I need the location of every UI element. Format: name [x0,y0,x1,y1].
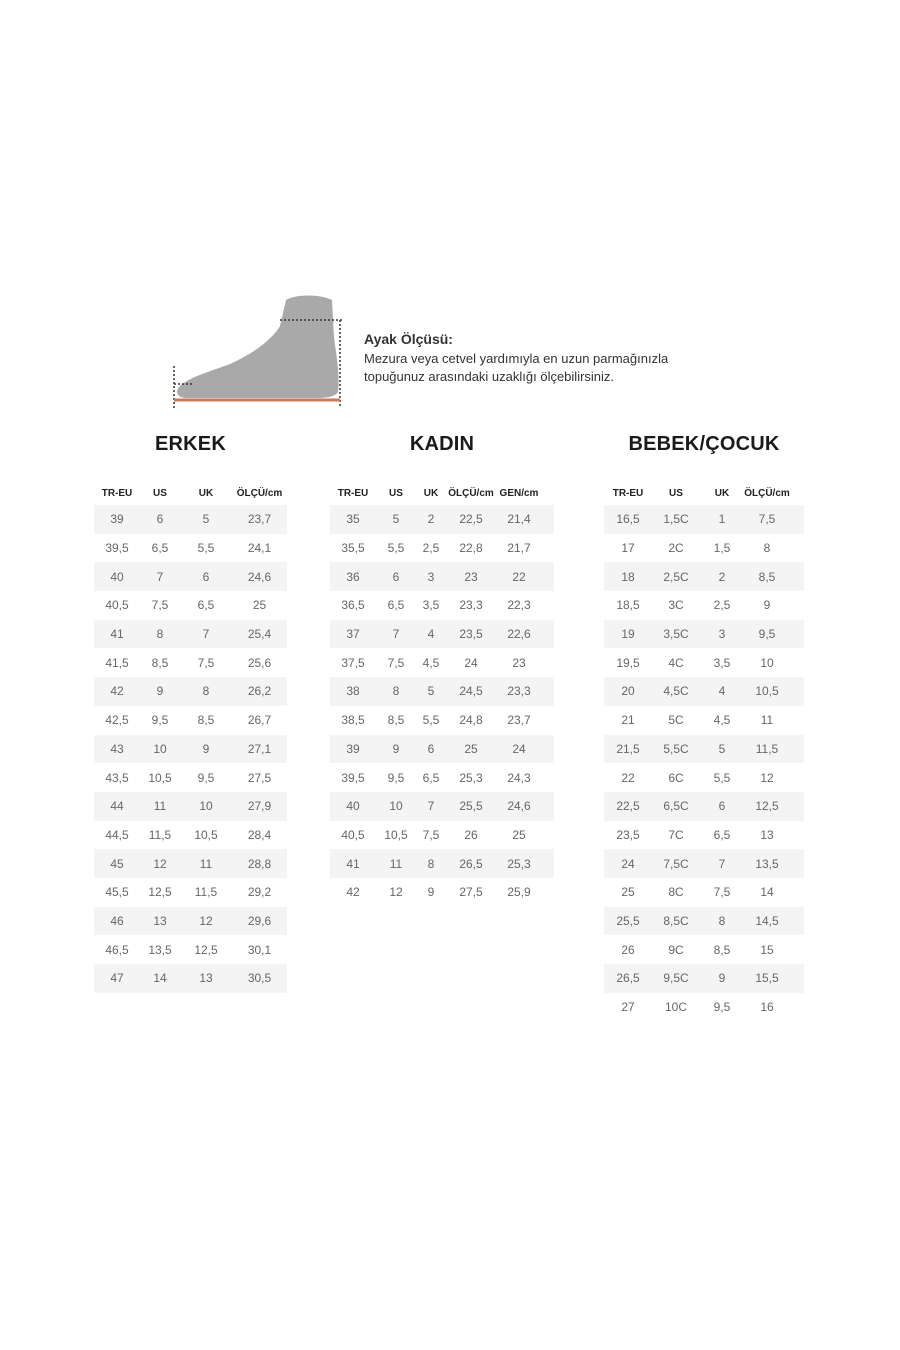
table-cell: 9 [763,598,771,613]
table-cell: 6,5 [151,541,169,556]
table-cell: 26,2 [247,684,272,699]
table-cell: 1 [718,512,726,527]
table-cell: 25,5 [459,799,483,814]
table-cell: 5,5 [713,770,731,785]
table-cell: 2,5C [663,569,689,584]
table-cell: 5 [427,684,435,699]
table-row [604,706,804,735]
table-cell: 25,9 [507,885,531,900]
table-cell: 14 [153,971,167,986]
table-cell: 5,5 [422,713,440,728]
table-cell: 3,5 [422,598,440,613]
table-cell: 23,7 [247,512,272,527]
table-row [604,821,804,850]
table-row [94,907,287,936]
table-cell: 7,5 [422,827,440,842]
column-header: UK [198,488,214,499]
table-cell: 7,5 [387,655,405,670]
table-cell: 14,5 [755,913,779,928]
table-cell: 24 [621,856,635,871]
guide-title: Ayak Ölçüsü: [364,331,453,347]
table-row [604,964,804,993]
table-cell: 37,5 [341,655,365,670]
table-cell: 23,5 [616,827,640,842]
table-cell: 23,7 [507,713,531,728]
table-cell: 8 [718,913,726,928]
table-cell: 22,5 [616,799,640,814]
table-cell: 6C [668,770,684,785]
table-cell: 11,5 [148,827,172,842]
table-row [330,591,554,620]
table-cell: 6,5C [663,799,689,814]
table-cell: 22 [512,569,526,584]
table-cell: 38 [346,684,360,699]
table-row [94,706,287,735]
table-cell: 7 [202,627,210,642]
table-row [330,878,554,907]
table-cell: 11 [153,799,167,814]
table-cell: 14 [760,885,774,900]
table-cell: 12,5 [148,885,172,900]
table-cell: 40,5 [105,598,129,613]
table-cell: 6 [427,741,435,756]
table-cell: 25 [464,741,478,756]
foot-shape [177,296,338,399]
table-cell: 24,8 [459,713,483,728]
table-cell: 40,5 [341,827,365,842]
table-cell: 11 [199,856,213,871]
table-cell: 7 [427,799,435,814]
table-cell: 22,5 [459,512,483,527]
table-cell: 3,5 [713,655,731,670]
table-cell: 7,5C [663,856,689,871]
table-row [330,534,554,563]
table-row [604,763,804,792]
table-cell: 7,5 [758,512,776,527]
guide-line-2: topuğunuz arasındaki uzaklığı ölçebilirsiniz. [364,369,615,384]
table-body [604,505,804,1021]
table-cell: 13,5 [148,942,172,957]
table-cell: 11 [760,713,774,728]
table-row [604,505,804,534]
table-row [330,706,554,735]
table-cell: 9 [427,885,435,900]
table-cell: 2C [668,541,684,556]
table-cell: 37 [346,627,360,642]
table-cell: 8,5 [387,713,405,728]
table-row [604,591,804,620]
table-cell: 9,5C [663,971,689,986]
table-cell: 42,5 [105,713,129,728]
table-cell: 1,5C [663,512,689,527]
table-cell: 7,5 [713,885,731,900]
table-cell: 2 [427,512,435,527]
table-cell: 21 [621,713,635,728]
table-row [94,591,287,620]
table-cell: 30,5 [247,971,272,986]
table-row [94,648,287,677]
table-cell: 8,5C [663,913,689,928]
table-title: KADIN [409,433,475,455]
table-cell: 7 [718,856,726,871]
table-title: ERKEK [154,433,226,455]
table-cell: 23 [512,655,526,670]
table-cell: 30,1 [247,942,272,957]
table-cell: 9 [202,741,210,756]
table-cell: 2,5 [422,541,440,556]
table-row [330,735,554,764]
table-cell: 16,5 [616,512,640,527]
table-cell: 42 [110,684,124,699]
table-cell: 5 [202,512,210,527]
table-cell: 10 [389,799,403,814]
table-cell: 41 [110,627,124,642]
table-row [330,648,554,677]
table-cell: 39,5 [341,770,365,785]
table-cell: 23,5 [459,627,483,642]
table-cell: 7,5 [197,655,215,670]
table-cell: 12 [153,856,167,871]
table-cell: 26,7 [247,713,272,728]
table-title: BEBEK/ÇOCUK [628,433,780,455]
table-cell: 8 [202,684,210,699]
table-row [94,792,287,821]
table-header-row [94,486,287,502]
table-row [94,964,287,993]
table-row [604,735,804,764]
column-header: TR-EU [337,488,369,499]
table-row [94,878,287,907]
table-cell: 8,5 [197,713,215,728]
table-cell: 8 [427,856,435,871]
table-cell: 41 [346,856,360,871]
table-cell: 24,3 [507,770,531,785]
table-cell: 26,5 [616,971,640,986]
table-cell: 27,1 [247,741,272,756]
column-header: ÖLÇÜ/cm [448,488,494,499]
table-cell: 29,6 [247,913,272,928]
table-cell: 13 [153,913,167,928]
column-header: ÖLÇÜ/cm [744,488,790,499]
table-cell: 44,5 [105,827,129,842]
table-cell: 46 [110,913,124,928]
table-row [94,735,287,764]
table-row [330,763,554,792]
table-row [330,849,554,878]
table-cell: 47 [110,971,124,986]
table-cell: 19 [621,627,635,642]
table-cell: 7 [392,627,400,642]
table-cell: 2,5 [713,598,731,613]
guide-line-1: Mezura veya cetvel yardımıyla en uzun parmağınızla [364,351,669,366]
table-row [94,821,287,850]
table-cell: 35,5 [341,541,365,556]
table-cell: 3,5C [663,627,689,642]
table-cell: 6,5 [387,598,405,613]
table-cell: 8 [156,627,164,642]
table-cell: 6 [202,569,210,584]
foot-measurement-icon [168,292,348,410]
table-cell: 25,4 [247,627,272,642]
table-cell: 43,5 [105,770,129,785]
table-cell: 45,5 [105,885,129,900]
table-cell: 24,6 [507,799,531,814]
table-cell: 22,3 [507,598,531,613]
table-cell: 5,5C [663,741,689,756]
table-cell: 2 [718,569,726,584]
table-cell: 4,5C [663,684,689,699]
table-cell: 3 [427,569,435,584]
column-header: TR-EU [101,488,133,499]
table-cell: 20 [621,684,635,699]
table-cell: 41,5 [105,655,129,670]
table-cell: 15,5 [755,971,779,986]
table-cell: 5,5 [197,541,215,556]
table-cell: 39,5 [105,541,129,556]
table-cell: 9,5 [197,770,215,785]
table-cell: 12,5 [194,942,218,957]
table-cell: 7C [668,827,684,842]
table-cell: 9,5 [151,713,169,728]
column-header: US [153,488,167,499]
table-cell: 40 [346,799,360,814]
table-cell: 9 [392,741,400,756]
table-cell: 10,5 [384,827,408,842]
table-cell: 8 [763,541,771,556]
column-header: UK [714,488,730,499]
table-row [604,878,804,907]
table-row [604,562,804,591]
table-cell: 45 [110,856,124,871]
table-row [94,849,287,878]
table-cell: 12 [199,913,213,928]
table-cell: 25,6 [247,655,272,670]
table-cell: 36 [346,569,360,584]
table-cell: 3 [718,627,726,642]
table-cell: 1,5 [713,541,731,556]
column-header: UK [423,488,439,499]
table-cell: 9,5 [758,627,776,642]
table-cell: 9,5 [387,770,405,785]
table-cell: 5,5 [387,541,405,556]
table-cell: 36,5 [341,598,365,613]
table-row [94,534,287,563]
table-cell: 24 [512,741,526,756]
table-row [604,849,804,878]
table-cell: 6,5 [197,598,215,613]
table-cell: 25,3 [507,856,531,871]
table-cell: 6 [392,569,400,584]
table-cell: 22,6 [507,627,531,642]
table-row [94,562,287,591]
table-cell: 11 [389,856,403,871]
table-cell: 44 [110,799,124,814]
table-row [604,620,804,649]
table-cell: 4,5 [713,713,731,728]
table-row [604,792,804,821]
table-cell: 10,5 [755,684,779,699]
table-body [330,505,554,907]
table-cell: 10,5 [194,827,218,842]
table-row [330,792,554,821]
table-row [94,677,287,706]
table-cell: 25,5 [616,913,640,928]
table-cell: 18,5 [616,598,640,613]
table-cell: 11,5 [755,741,779,756]
table-row [94,620,287,649]
table-cell: 7,5 [151,598,169,613]
table-cell: 23 [464,569,478,584]
table-cell: 4,5 [422,655,440,670]
table-cell: 5 [718,741,726,756]
table-row [604,648,804,677]
table-cell: 6,5 [713,827,731,842]
table-cell: 13 [199,971,213,986]
table-cell: 39 [110,512,124,527]
table-body [94,505,287,993]
column-header: ÖLÇÜ/cm [236,488,283,499]
table-row [330,620,554,649]
table-cell: 8,5 [713,942,731,957]
table-cell: 26 [464,827,478,842]
table-cell: 23,3 [459,598,483,613]
table-row [330,562,554,591]
table-cell: 9 [156,684,164,699]
table-cell: 4C [668,655,684,670]
table-cell: 42 [346,885,360,900]
table-cell: 6,5 [422,770,440,785]
table-cell: 21,5 [616,741,640,756]
table-cell: 40 [110,569,124,584]
table-cell: 11,5 [194,885,218,900]
table-cell: 3C [668,598,684,613]
table-row [94,935,287,964]
table-cell: 10 [153,741,167,756]
table-cell: 15 [760,942,774,957]
table-cell: 26 [621,942,635,957]
table-cell: 7 [156,569,164,584]
table-cell: 10 [199,799,213,814]
table-row [94,505,287,534]
table-cell: 26,5 [459,856,483,871]
table-cell: 17 [621,541,635,556]
table-cell: 21,4 [507,512,531,527]
table-cell: 27,5 [247,770,272,785]
table-cell: 29,2 [247,885,272,900]
table-cell: 6 [156,512,164,527]
table-cell: 6 [718,799,726,814]
table-row [330,821,554,850]
column-header: GEN/cm [499,488,539,499]
table-cell: 35 [346,512,360,527]
table-cell: 8,5 [758,569,776,584]
table-cell: 27,9 [247,799,272,814]
table-cell: 9 [718,971,726,986]
table-cell: 24 [464,655,478,670]
measurement-guide [364,331,784,386]
table-cell: 25 [512,827,526,842]
table-cell: 24,1 [247,541,272,556]
table-cell: 21,7 [507,541,531,556]
table-cell: 8 [392,684,400,699]
column-header: US [389,488,403,499]
table-cell: 28,8 [247,856,272,871]
table-cell: 16 [760,1000,774,1015]
table-cell: 39 [346,741,360,756]
column-header: US [669,488,683,499]
table-cell: 22,8 [459,541,483,556]
table-row [604,935,804,964]
table-cell: 9,5 [713,1000,731,1015]
table-cell: 8,5 [151,655,169,670]
table-header-row [330,486,554,502]
table-cell: 18 [621,569,635,584]
table-cell: 9C [668,942,684,957]
table-cell: 13,5 [755,856,779,871]
table-row [604,907,804,936]
table-cell: 12 [760,770,774,785]
table-cell: 5C [668,713,684,728]
table-cell: 10C [664,1000,687,1015]
table-row [330,677,554,706]
table-cell: 5 [392,512,400,527]
table-cell: 12 [389,885,403,900]
table-cell: 10,5 [148,770,172,785]
table-cell: 25 [252,598,267,613]
table-cell: 8C [668,885,684,900]
table-cell: 24,5 [459,684,483,699]
table-cell: 38,5 [341,713,365,728]
table-cell: 27,5 [459,885,483,900]
table-cell: 4 [427,627,435,642]
table-row [330,505,554,534]
table-cell: 27 [621,1000,635,1015]
table-row [604,534,804,563]
table-cell: 10 [760,655,774,670]
column-header: TR-EU [612,488,644,499]
table-row [94,763,287,792]
table-cell: 24,6 [247,569,272,584]
table-cell: 25,3 [459,770,483,785]
table-row [604,677,804,706]
table-header-row [604,486,804,502]
table-cell: 25 [621,885,635,900]
table-cell: 28,4 [247,827,272,842]
table-cell: 4 [718,684,726,699]
table-row [604,993,804,1022]
table-cell: 23,3 [507,684,531,699]
table-cell: 43 [110,741,124,756]
table-cell: 19,5 [616,655,640,670]
table-cell: 46,5 [105,942,129,957]
table-cell: 13 [760,827,774,842]
table-cell: 12,5 [755,799,779,814]
table-cell: 22 [621,770,635,785]
